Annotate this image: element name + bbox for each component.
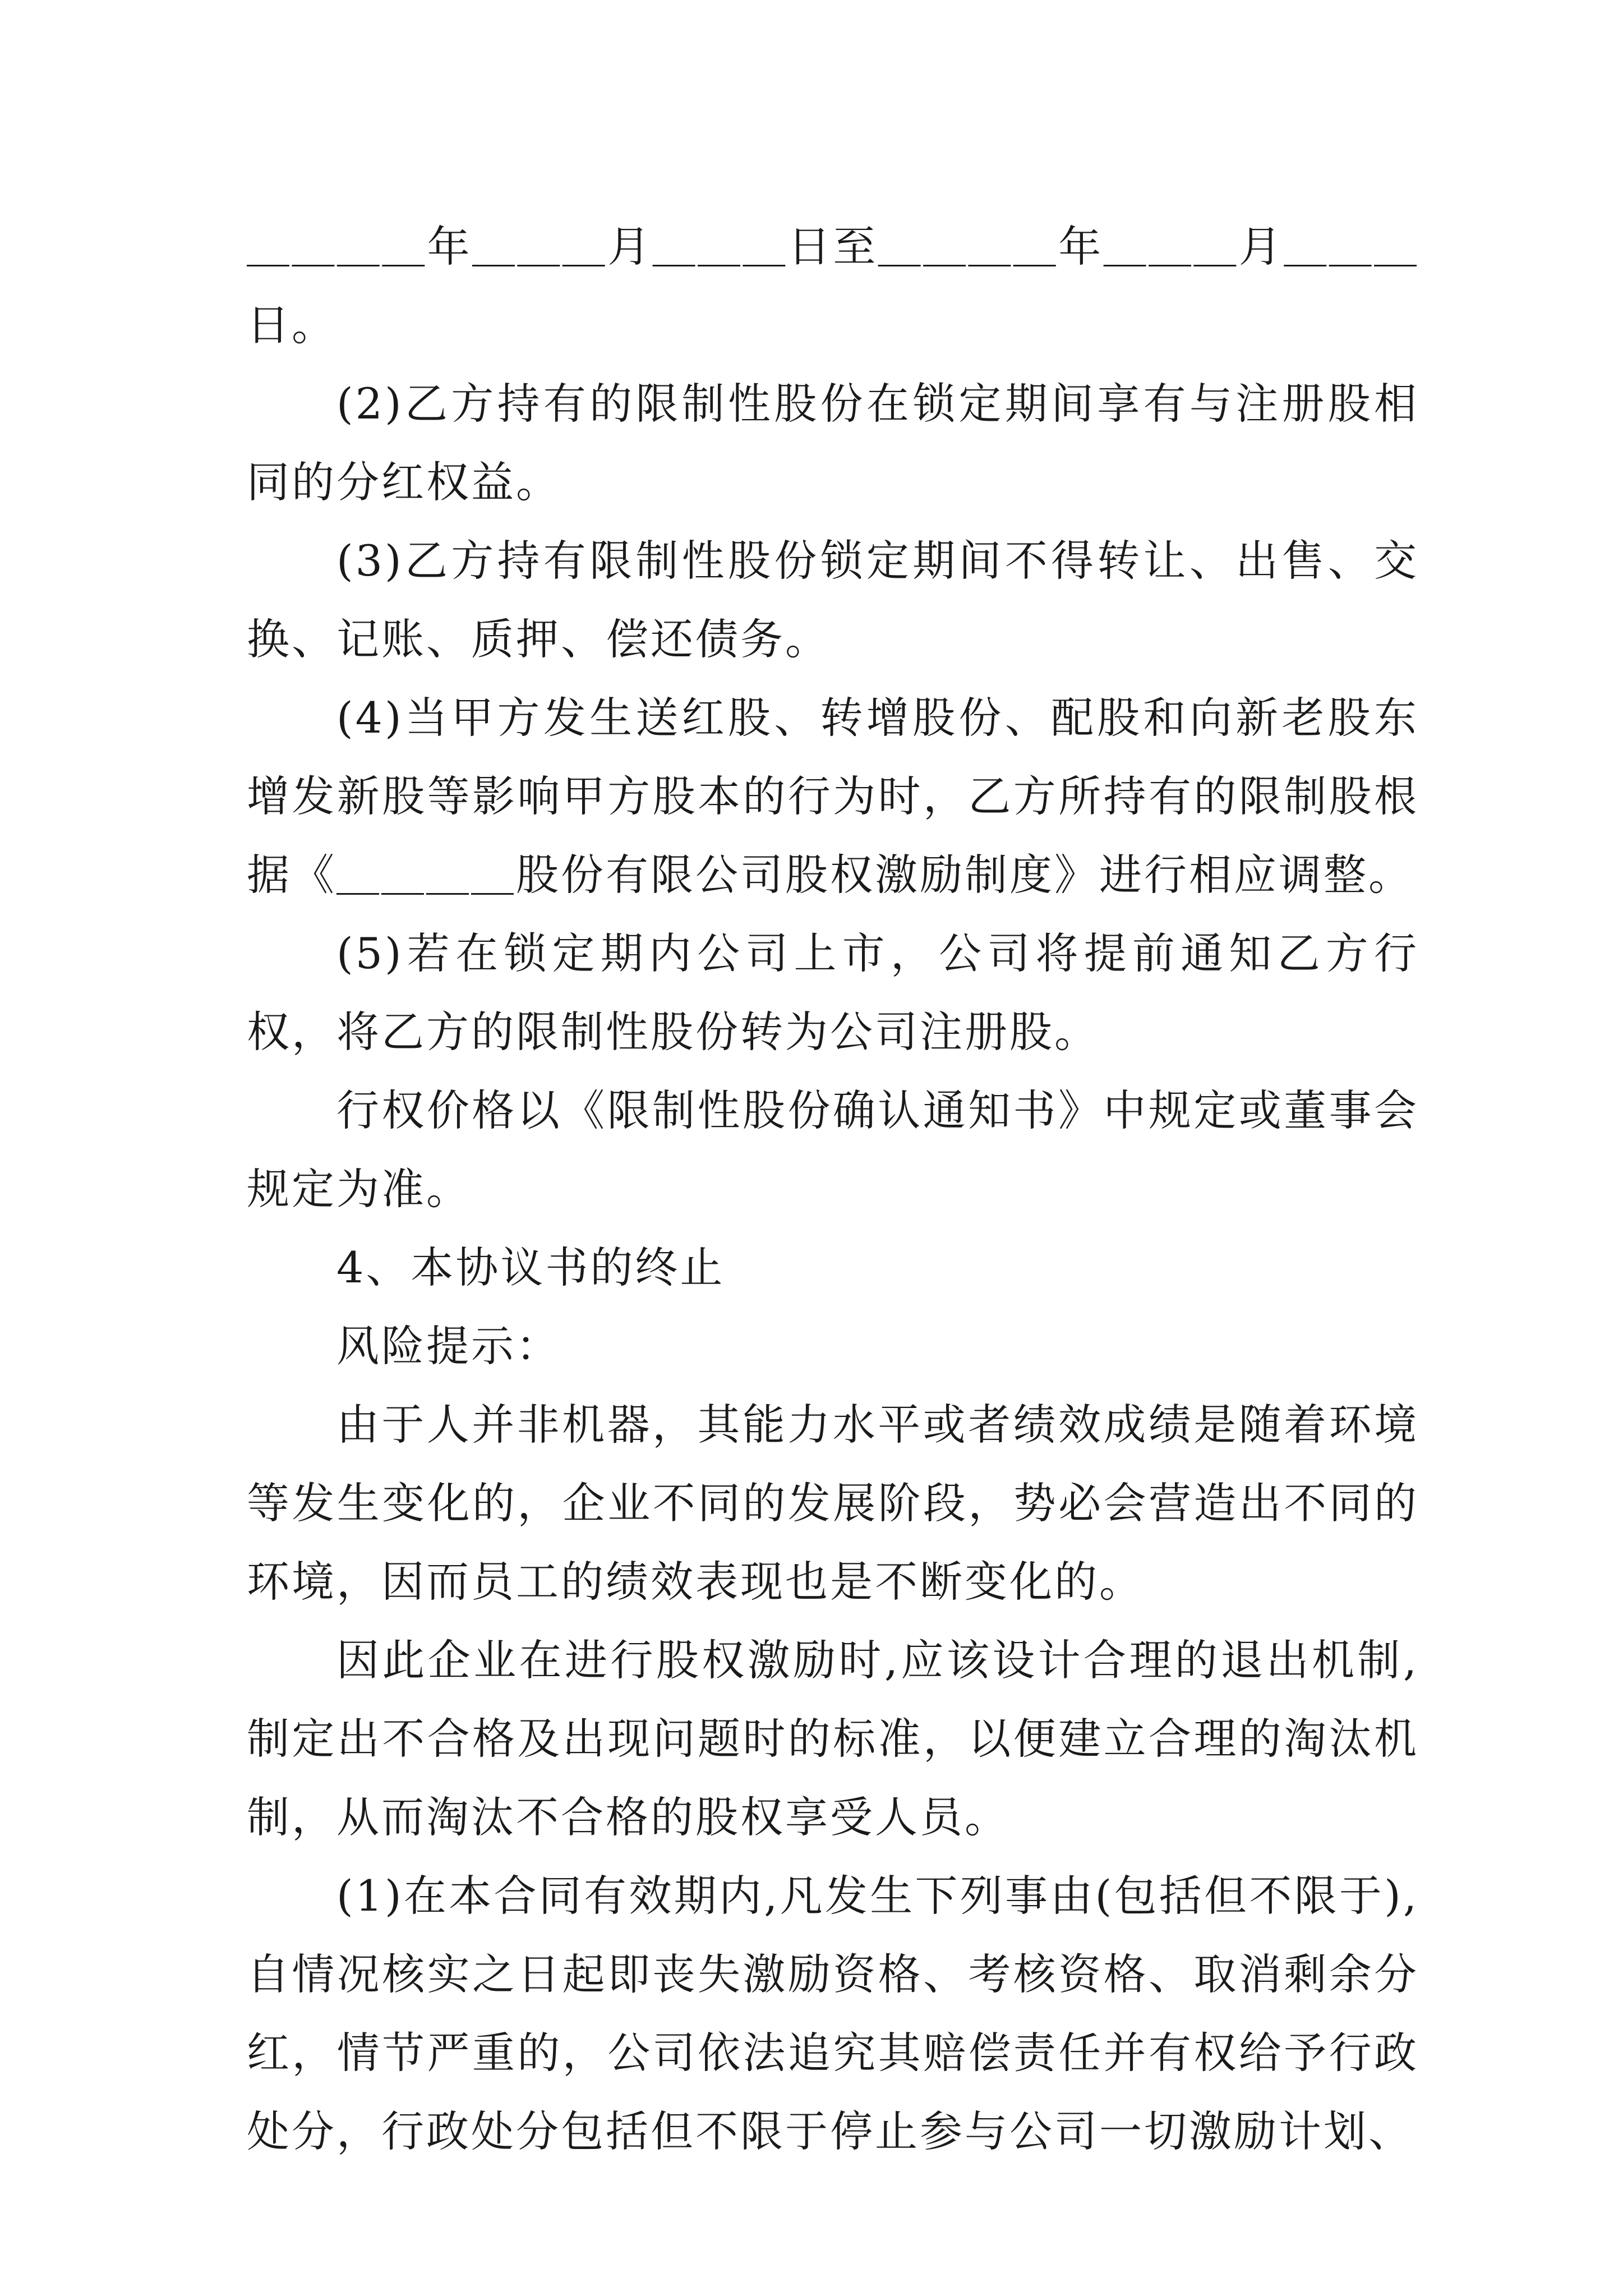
clause-3-transfer-restriction: (3)乙方持有限制性股份锁定期间不得转让、出售、交换、记账、质押、偿还债务。 xyxy=(247,536,1419,664)
date-range-line: ＿＿＿＿年＿＿＿月＿＿＿日至＿＿＿＿年＿＿＿月＿＿＿日。 xyxy=(247,222,1419,350)
exercise-price-paragraph: 行权价格以《限制性股份确认通知书》中规定或董事会规定为准。 xyxy=(247,1085,1419,1214)
document-body xyxy=(247,208,1419,2171)
termination-clause-1: (1)在本合同有效期内,凡发生下列事由(包括但不限于),自情况核实之日起即丧失激励资格、考核资格、取消剩余分红，情节严重的，公司依法追究其赔偿责任并有权给予行政处分，行政处分包括但不限于停止参与公司一切激励计划、 xyxy=(247,1871,1419,2156)
clause-2-dividend-rights: (2)乙方持有的限制性股份在锁定期间享有与注册股相同的分红权益。 xyxy=(247,379,1419,507)
risk-paragraph-2: 因此企业在进行股权激励时,应该设计合理的退出机制,制定出不合格及出现问题时的标准，以便建立合理的淘汰机制，从而淘汰不合格的股权享受人员。 xyxy=(247,1635,1419,1842)
risk-notice-label: 风险提示： xyxy=(336,1321,561,1371)
section-heading-termination: 4、本协议书的终止 xyxy=(336,1243,725,1292)
clause-5-listing-exercise: (5)若在锁定期内公司上市，公司将提前通知乙方行权，将乙方的限制性股份转为公司注册股。 xyxy=(247,928,1419,1057)
risk-paragraph-1: 由于人并非机器，其能力水平或者绩效成绩是随着环境等发生变化的，企业不同的发展阶段，势必会营造出不同的环境，因而员工的绩效表现也是不断变化的。 xyxy=(247,1400,1419,1607)
clause-4-share-adjustment: (4)当甲方发生送红股、转增股份、配股和向新老股东增发新股等影响甲方股本的行为时，乙方所持有的限制股根据《＿＿＿＿股份有限公司股权激励制度》进行相应调整。 xyxy=(247,693,1419,900)
